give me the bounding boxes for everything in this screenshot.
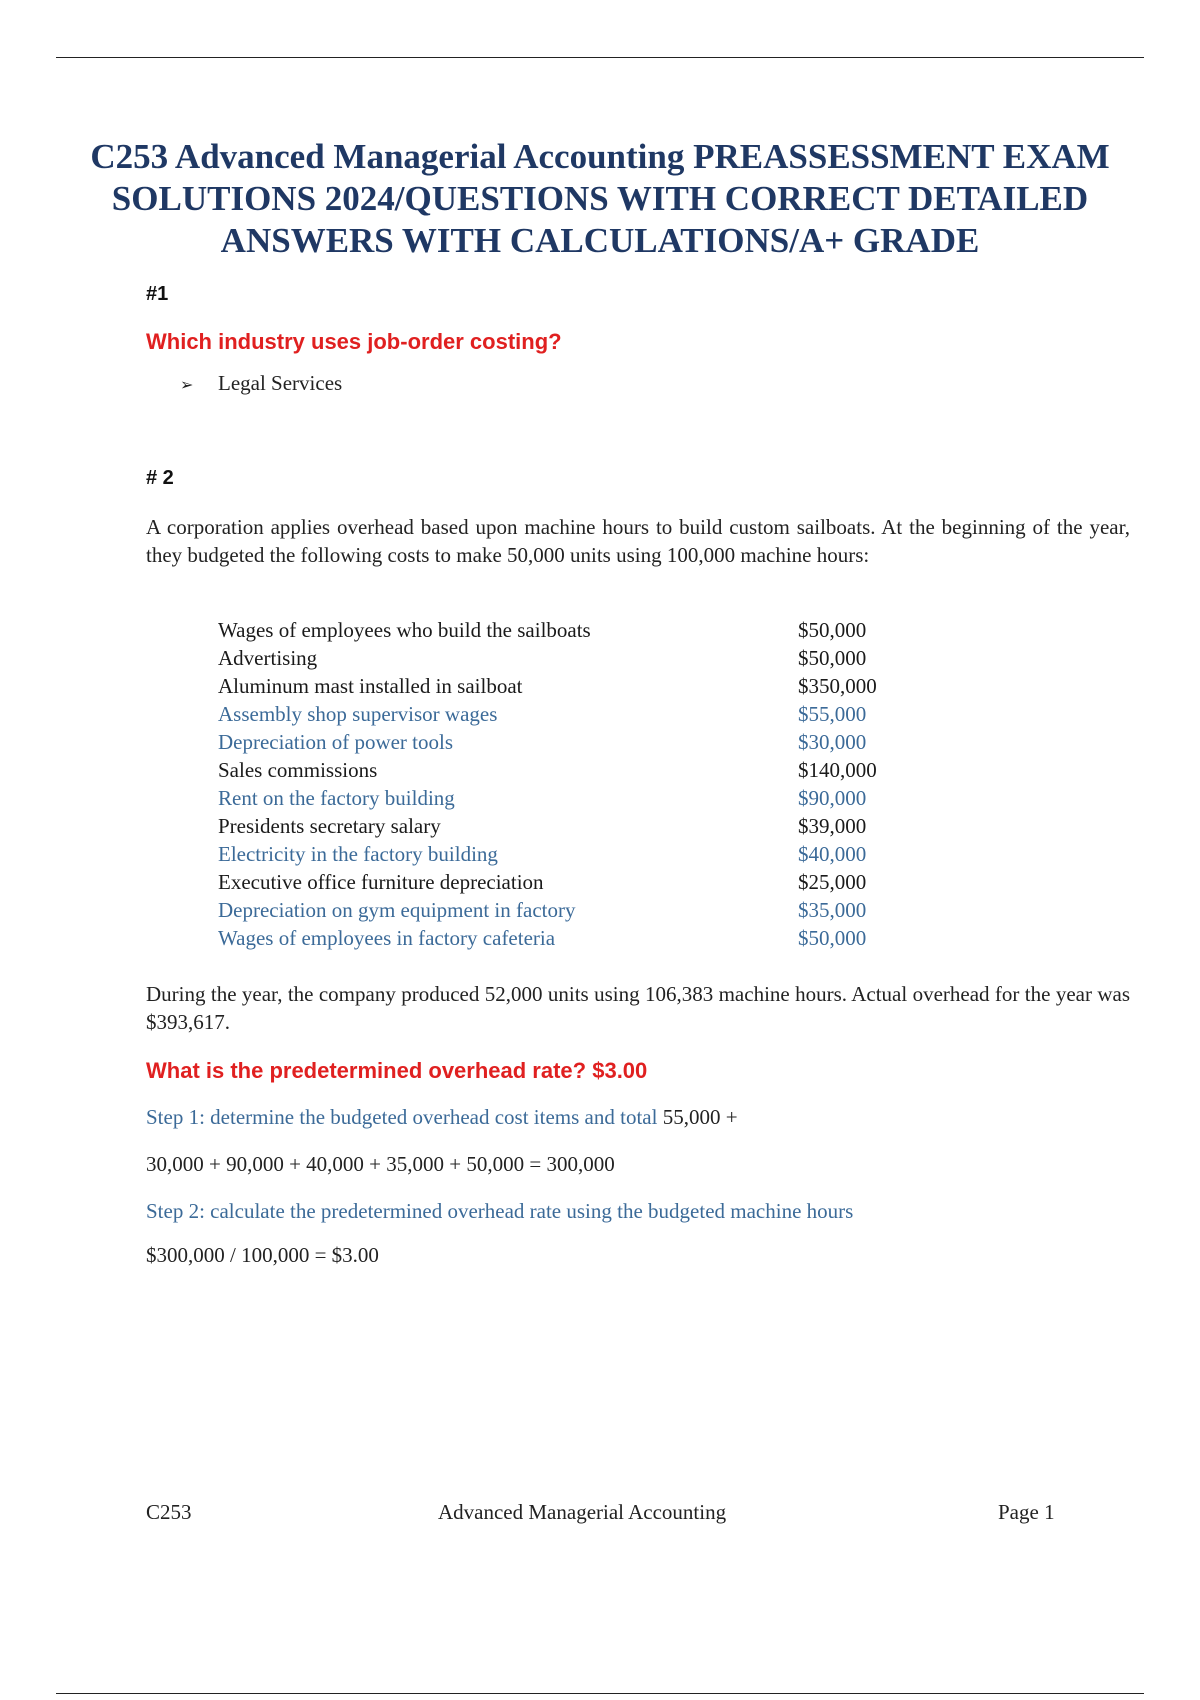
cost-item-label: Assembly shop supervisor wages	[218, 702, 498, 726]
cost-row	[218, 840, 918, 868]
cost-row	[218, 700, 918, 728]
cost-item-amount: $50,000	[798, 618, 867, 642]
cost-item-label: Depreciation of power tools	[218, 730, 454, 754]
cost-row	[218, 896, 918, 924]
cost-item-label: Depreciation on gym equipment in factory	[218, 898, 576, 922]
cost-row	[218, 616, 918, 644]
cost-item-label: Sales commissions	[218, 758, 378, 782]
top-rule	[56, 57, 1144, 58]
cost-row	[218, 868, 918, 896]
cost-item-amount: $50,000	[798, 926, 867, 950]
footer-course-title: Advanced Managerial Accounting	[438, 1500, 727, 1524]
cost-row	[218, 672, 918, 700]
answer-1-bullet-item	[180, 371, 342, 396]
step-1-line	[146, 1103, 738, 1131]
cost-item-amount: $350,000	[798, 674, 877, 698]
cost-row	[218, 784, 918, 812]
cost-item-amount: $40,000	[798, 842, 867, 866]
footer-page-number: Page 1	[998, 1500, 1055, 1524]
arrow-bullet-icon: ➢	[180, 375, 194, 394]
title-line-2: SOLUTIONS 2024/QUESTIONS WITH CORRECT DETAILED	[111, 179, 1089, 218]
cost-item-amount: $30,000	[798, 730, 867, 754]
cost-row	[218, 644, 918, 672]
question-2-number: # 2	[146, 467, 174, 489]
question-1-text: Which industry uses job-order costing?	[146, 329, 562, 354]
cost-item-label: Aluminum mast installed in sailboat	[218, 674, 523, 698]
cost-item-label: Wages of employees in factory cafeteria	[218, 926, 556, 950]
title-line-3: ANSWERS WITH CALCULATIONS/A+ GRADE	[220, 221, 980, 260]
step-2-calculation: $300,000 / 100,000 = $3.00	[146, 1243, 379, 1267]
document-title	[60, 136, 1140, 262]
question-2-intro: A corporation applies overhead based upon machine hours to build custom sailboats. At the beginning of the year, they budgeted the following costs to make 50,000 units using 100,000 machine hours:	[146, 515, 1130, 567]
cost-item-amount: $140,000	[798, 758, 877, 782]
cost-item-label: Wages of employees who build the sailboats	[218, 618, 591, 642]
step-1-start: 55,000 +	[657, 1105, 738, 1129]
question-2-text: What is the predetermined overhead rate? $3.00	[146, 1058, 648, 1083]
cost-item-label: Rent on the factory building	[218, 786, 455, 810]
cost-item-label: Presidents secretary salary	[218, 814, 441, 838]
cost-item-amount: $39,000	[798, 814, 867, 838]
cost-item-amount: $25,000	[798, 870, 867, 894]
actual-production-paragraph: During the year, the company produced 52,000 units using 106,383 machine hours. Actual overhead for the year was $393,617.	[146, 982, 1130, 1034]
cost-item-label: Electricity in the factory building	[218, 842, 498, 866]
cost-item-amount: $55,000	[798, 702, 867, 726]
cost-item-amount: $90,000	[798, 786, 867, 810]
question-1-number: #1	[146, 283, 169, 305]
step-1-calculation: 30,000 + 90,000 + 40,000 + 35,000 + 50,000 = 300,000	[146, 1152, 615, 1176]
step-1-label: Step 1: determine the budgeted overhead cost items and total	[146, 1105, 658, 1129]
cost-item-amount: $50,000	[798, 646, 867, 670]
cost-row	[218, 756, 918, 784]
cost-item-amount: $35,000	[798, 898, 867, 922]
cost-item-label: Advertising	[218, 646, 318, 670]
footer-course-code: C253	[146, 1500, 192, 1524]
title-line-1: C253 Advanced Managerial Accounting PREASSESSMENT EXAM	[90, 137, 1110, 176]
answer-1-text: Legal Services	[218, 371, 343, 395]
cost-row	[218, 812, 918, 840]
bottom-rule	[56, 1693, 1144, 1694]
cost-row	[218, 728, 918, 756]
step-2-label: Step 2: calculate the predetermined overhead rate using the budgeted machine hours	[146, 1199, 854, 1223]
cost-item-label: Executive office furniture depreciation	[218, 870, 544, 894]
cost-row	[218, 924, 918, 952]
budgeted-cost-table	[218, 616, 918, 952]
